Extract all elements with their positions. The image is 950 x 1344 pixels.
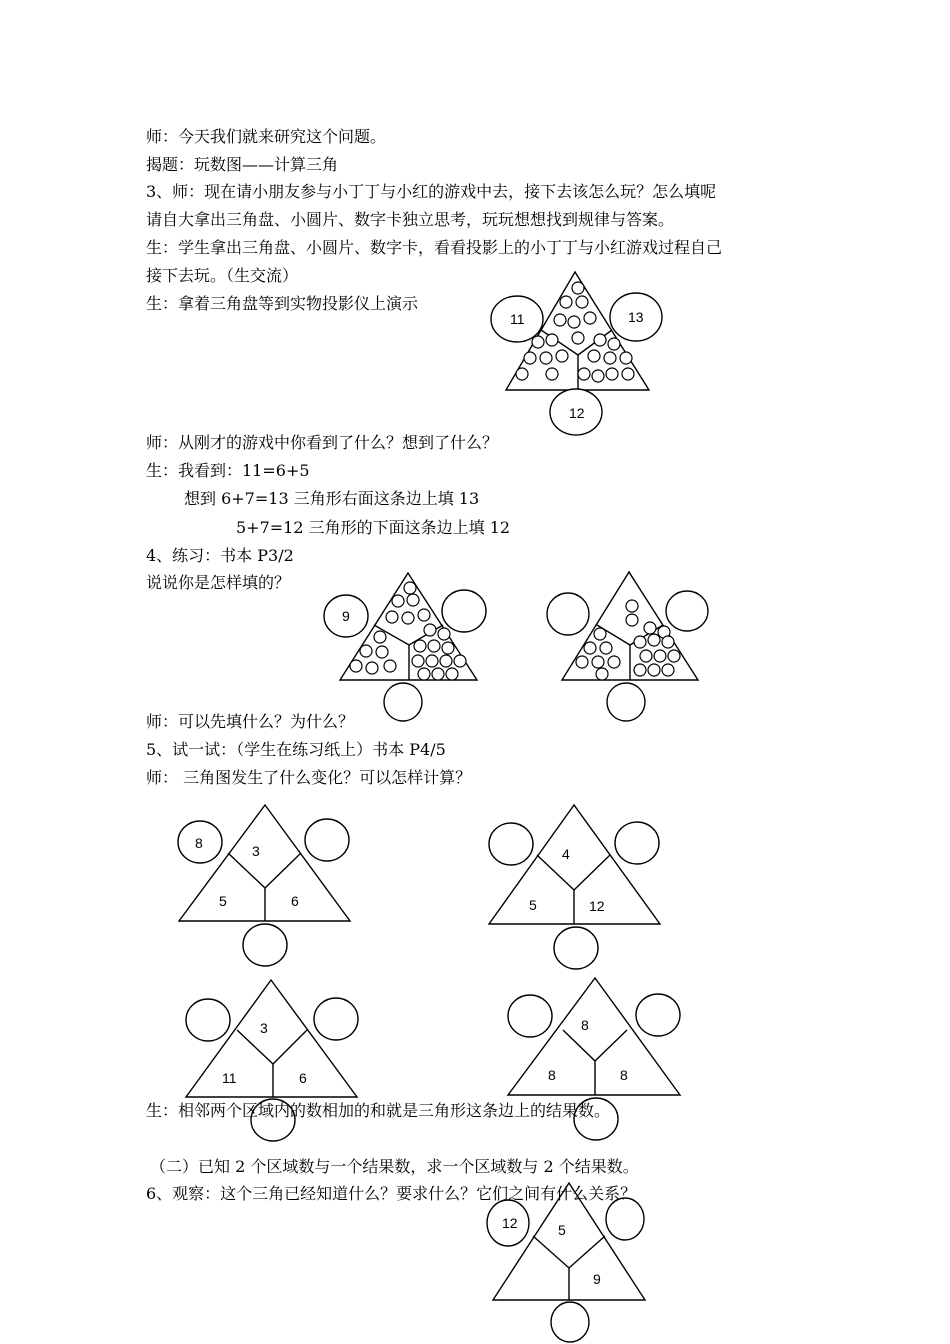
bottom-right-region-number: 12: [589, 898, 605, 914]
left-number: 12: [502, 1215, 518, 1231]
bottom-left-region-number: 5: [219, 893, 227, 909]
top-region-number: 3: [260, 1020, 268, 1036]
text-line: 生：拿着三角盘等到实物投影仪上演示: [146, 294, 419, 313]
top-region-number: 3: [252, 843, 260, 859]
bottom-left-region-number: 5: [529, 897, 537, 913]
triangle-figure-2: [324, 573, 486, 721]
text-line: 师：可以先填什么？为什么？: [146, 712, 355, 731]
triangle-figure-4: [178, 805, 350, 966]
text-line: 生：学生拿出三角盘、小圆片、数字卡，看看投影上的小丁丁与小红游戏过程自己: [146, 238, 723, 257]
bottom-right-region-number: 9: [593, 1271, 601, 1287]
text-line: 6、观察：这个三角已经知道什么？要求什么？它们之间有什么关系？: [146, 1184, 637, 1203]
left-number: 8: [195, 835, 203, 851]
bottom-number: 12: [569, 405, 585, 421]
text-line: 生：我看到：11=6+5: [146, 461, 310, 480]
triangle-figure-8: [487, 1183, 645, 1342]
text-line: 5、试一试：（学生在练习纸上）书本 P4/5: [146, 740, 446, 759]
bottom-right-region-number: 6: [291, 893, 299, 909]
top-region-number: 5: [558, 1222, 566, 1238]
top-region-number: 8: [581, 1017, 589, 1033]
text-line: 请自大拿出三角盘、小圆片、数字卡独立思考，玩玩想想找到规律与答案。: [146, 210, 675, 229]
text-line: 3、师：现在请小朋友参与小丁丁与小红的游戏中去，接下去该怎么玩？怎么填呢: [146, 182, 717, 201]
text-line: 生：相邻两个区域内的数相加的和就是三角形这条边上的结果数。: [146, 1101, 611, 1120]
text-line: 5+7=12 三角形的下面这条边上填 12: [236, 518, 511, 537]
text-line: （二）已知 2 个区域数与一个结果数，求一个区域数与 2 个结果数。: [150, 1157, 639, 1176]
text-line: 师：从刚才的游戏中你看到了什么？想到了什么？: [146, 433, 499, 452]
triangle-figure-3: [547, 572, 708, 721]
triangle-figure-5: [489, 805, 660, 969]
bottom-left-region-number: 8: [548, 1067, 556, 1083]
bottom-left-region-number: 11: [222, 1070, 237, 1086]
text-line: 说说你是怎样填的？: [146, 573, 291, 592]
bottom-right-region-number: 8: [620, 1067, 628, 1083]
text-line: 接下去玩。（生交流）: [146, 266, 299, 285]
text-line: 4、练习：书本 P3/2: [146, 546, 294, 565]
left-number: 9: [342, 608, 350, 624]
text-line: 师：今天我们就来研究这个问题。: [146, 127, 387, 146]
text-line: 想到 6+7=13 三角形右面这条边上填 13: [184, 489, 480, 508]
bottom-right-region-number: 6: [299, 1070, 307, 1086]
right-number: 13: [628, 309, 644, 325]
triangle-figure-1: [491, 272, 662, 435]
left-number: 11: [510, 311, 525, 327]
top-region-number: 4: [562, 846, 570, 862]
text-line: 师： 三角图发生了什么变化？可以怎样计算？: [146, 768, 472, 787]
text-line: 揭题：玩数图——计算三角: [146, 155, 339, 174]
